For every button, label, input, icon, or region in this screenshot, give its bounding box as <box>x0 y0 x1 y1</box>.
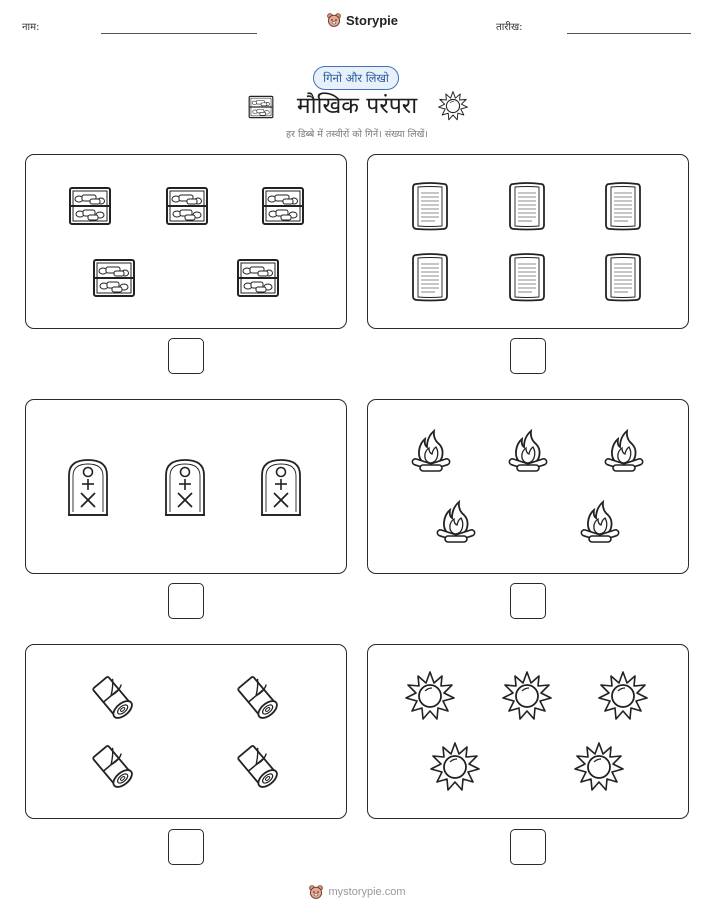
brand <box>326 12 398 28</box>
paper-sheet-icon <box>507 252 547 302</box>
date-label: तारीख: <box>496 22 523 33</box>
bookshelf-icon <box>68 186 112 226</box>
paper-sheet-icon <box>603 252 643 302</box>
sun-icon <box>574 742 624 792</box>
storypie-logo-icon <box>308 884 324 900</box>
scroll-icon <box>88 673 138 723</box>
answer-box[interactable] <box>168 583 204 619</box>
paper-sheet-icon <box>410 252 450 302</box>
answer-box[interactable] <box>510 338 546 374</box>
paper-sheet-icon <box>507 181 547 231</box>
tombstone-icon <box>65 457 111 519</box>
bookshelf-icon <box>261 186 305 226</box>
instructions: हर डिब्बे में तस्वीरों को गिनें। संख्या लिखें। <box>286 129 428 140</box>
sun-icon <box>598 671 648 721</box>
paper-sheet-icon <box>410 181 450 231</box>
sun-icon <box>405 671 455 721</box>
footer-url[interactable]: mystorypie.com <box>328 886 406 898</box>
tombstone-icon <box>162 457 208 519</box>
scroll-icon <box>233 673 283 723</box>
brand-name: Storypie <box>346 12 399 28</box>
tombstone-icon <box>258 457 304 519</box>
sun-icon <box>430 742 480 792</box>
name-line[interactable] <box>101 33 257 34</box>
bookshelf-icon <box>236 258 280 298</box>
sun-icon <box>438 91 468 121</box>
answer-box[interactable] <box>168 338 204 374</box>
bookshelf-icon <box>165 186 209 226</box>
storypie-logo-icon <box>326 12 342 28</box>
campfire-icon <box>601 427 647 473</box>
bookshelf-icon <box>92 258 136 298</box>
answer-box[interactable] <box>510 583 546 619</box>
campfire-icon <box>433 498 479 544</box>
activity-badge: गिनो और लिखो <box>313 66 399 90</box>
count-panel-campfires <box>367 399 689 574</box>
count-panel-scrolls <box>25 644 347 819</box>
campfire-icon <box>577 498 623 544</box>
scroll-icon <box>233 742 283 792</box>
sun-icon <box>502 671 552 721</box>
footer <box>0 884 714 900</box>
answer-box[interactable] <box>510 829 546 865</box>
page-title: मौखिक परंपरा <box>296 93 418 119</box>
campfire-icon <box>408 427 454 473</box>
date-line[interactable] <box>567 33 691 34</box>
campfire-icon <box>505 427 551 473</box>
name-label: नाम: <box>22 22 40 33</box>
count-panel-bookshelves <box>25 154 347 329</box>
answer-box[interactable] <box>168 829 204 865</box>
scroll-icon <box>88 742 138 792</box>
paper-sheet-icon <box>603 181 643 231</box>
